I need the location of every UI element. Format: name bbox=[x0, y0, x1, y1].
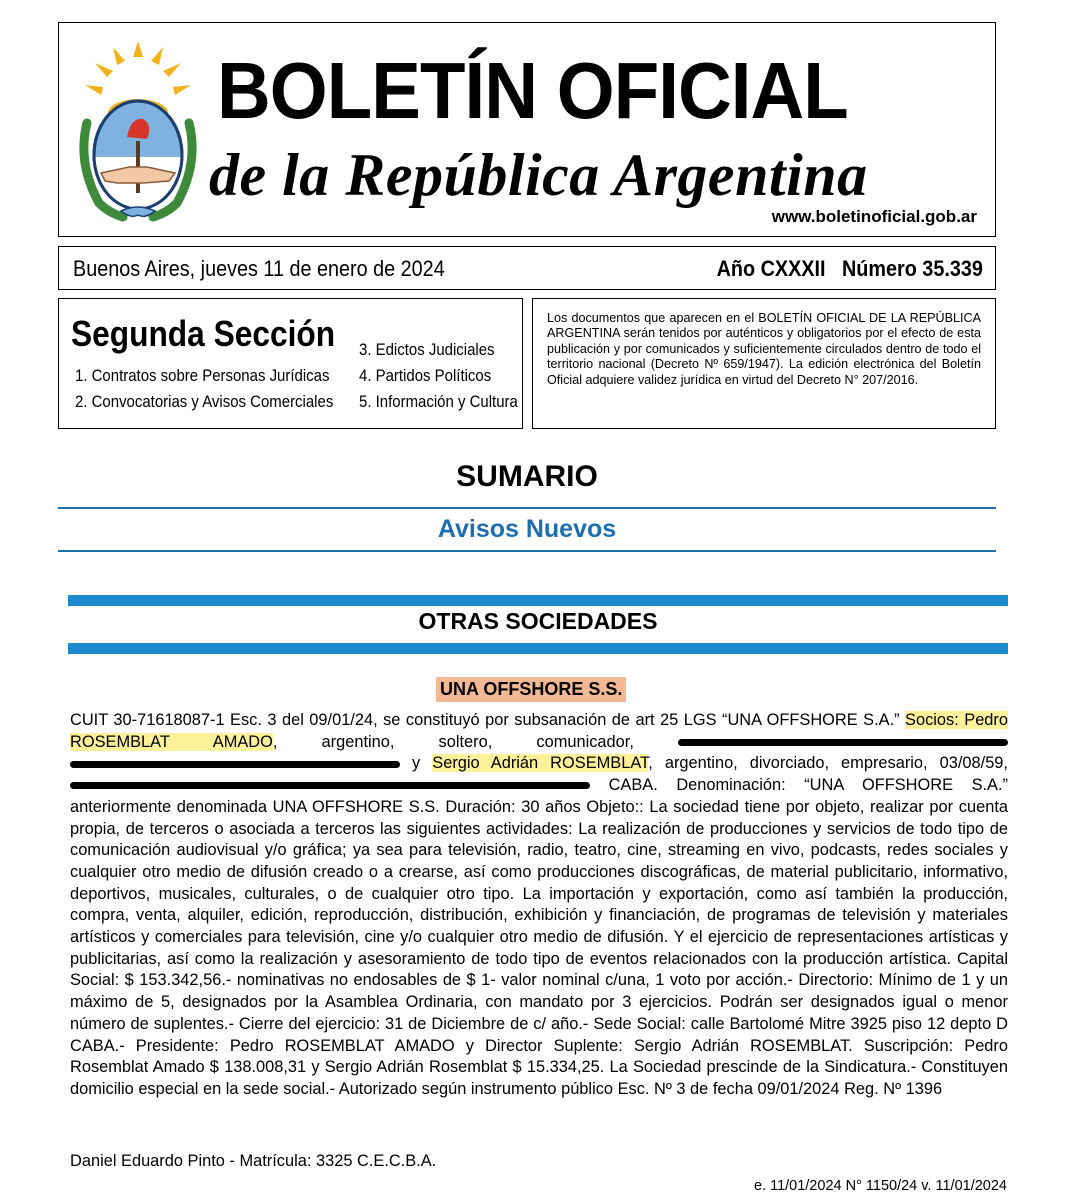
divider bbox=[58, 550, 996, 552]
body-text: y bbox=[412, 754, 421, 773]
issue-number: Año CXXXII Número 35.339 bbox=[716, 256, 983, 281]
category-bar-top bbox=[68, 595, 1008, 606]
legal-notice-text: Los documentos que aparecen en el BOLETÍN OFICIAL DE LA REPÚBLICA ARGENTINA serán tenidos por auténticos y obligatorios por el efecto de esta publicación y por comunicados y suficientemente circulados dentro de todo el territorio nacional (Decreto Nº 659/1947). La edición electrónica del Boletín Oficial adquiere validez jurídica en virtud del Decreto N° 207/2016. bbox=[547, 311, 981, 387]
masthead-subtitle: de la República Argentina bbox=[209, 142, 868, 208]
argentina-coat-of-arms-icon bbox=[73, 33, 203, 223]
section-item: 3. Edictos Judiciales bbox=[359, 340, 495, 359]
divider bbox=[58, 507, 996, 509]
notice-body bbox=[70, 710, 1008, 1101]
body-text: CABA. Denominación: “UNA OFFSHORE S.A.” anteriormente denominada UNA OFFSHORE S.S. Duración: 30 años Objeto:: La sociedad tiene por objeto, realizar por cuenta propia, de terceros o asociada a terceros las siguientes actividades: La realización de producciones y servicios de todo tipo de comunicación audiovisual y/o gráfica; ya sea para televisión, radio, teatro, cine, streaming en vivo, podcasts, redes sociales y cualquier otro medio de difusión creado o a crearse, así como producciones discográficas, de material publicitario, informativo, deportivos, musicales, culturales, o de cualquier otro tipo. La importación y exportación, como así también la producción, compra, venta, alquiler, edición, reproducción, distribución, exhibición y financiación, de programas de televisión y materiales artísticos y comerciales para televisión, cine y/o cualquier otro medio de difusión. Y el ejercicio de representaciones artísticas y publicitarias, así como la realización y asesoramiento de todo tipo de eventos relacionados con la producción artística. Capital Social: $ 153.342,56.- nominativas no endosables de $ 1- valor nominal c/una, 1 voto por acción.- Directorio: Mínimo de 1 y un máximo de 5, designados por la Asamblea Ordinaria, con mandato por 3 ejercicios. Podrán ser designados igual o menor número de suplentes.- Cierre del ejercicio: 31 de Diciembre de c/ año.- Sede Social: calle Bartolomé Mitre 3925 piso 12 depto D CABA.- Presidente: Pedro ROSEMBLAT AMADO y Director Suplente: Sergio Adrián ROSEMBLAT. Suscripción: Pedro Rosemblat Amado $ 138.008,31 y Sergio Adrián Rosemblat $ 15.334,25. La Sociedad prescinde de la Sindicatura.- Constituyen domicilio especial en la sede social.- Autorizado según instrumento público Esc. Nº 3 de fecha 09/01/2024 Reg. Nº 1396 bbox=[70, 776, 1009, 1098]
section-item: 4. Partidos Políticos bbox=[359, 366, 492, 385]
publication-date: Buenos Aires, jueves 11 de enero de 2024 bbox=[73, 256, 445, 281]
category-bar-bottom bbox=[68, 643, 1008, 654]
body-intro: CUIT 30-71618087-1 Esc. 3 del 09/01/24, se constituyó por subsanación de art 25 LGS “UNA OFFSHORE S.A.” bbox=[70, 711, 900, 729]
company-name: UNA OFFSHORE S.S. bbox=[436, 677, 626, 702]
body-text: , argentino, divorciado, empresario, 03/08/59, bbox=[648, 754, 1008, 773]
date-bar bbox=[58, 246, 996, 290]
redaction-mark bbox=[70, 761, 400, 768]
redaction-mark bbox=[678, 739, 1008, 746]
section-item: 5. Información y Cultura bbox=[359, 392, 518, 411]
highlight-socio2: Sergio Adrián ROSEMBLAT bbox=[432, 754, 649, 773]
section-item: 2. Convocatorias y Avisos Comerciales bbox=[75, 392, 334, 411]
section-title: Segunda Sección bbox=[71, 313, 336, 354]
signer: Daniel Eduardo Pinto - Matrícula: 3325 C.E.C.B.A. bbox=[70, 1152, 437, 1170]
site-url[interactable]: www.boletinoficial.gob.ar bbox=[771, 207, 977, 226]
body-text: , argentino, soltero, comunicador, bbox=[272, 732, 634, 751]
category-heading: OTRAS SOCIEDADES bbox=[418, 608, 658, 634]
masthead bbox=[58, 22, 996, 237]
section-box bbox=[58, 298, 523, 429]
legal-notice-box bbox=[532, 298, 996, 429]
sumario-heading: SUMARIO bbox=[456, 460, 598, 493]
highlight-socios: Socios: Pedro ROSEMBLAT AMADO bbox=[70, 711, 1008, 751]
masthead-title: BOLETÍN OFICIAL bbox=[217, 46, 848, 135]
section-item: 1. Contratos sobre Personas Jurídicas bbox=[75, 366, 330, 385]
avisos-nuevos-heading: Avisos Nuevos bbox=[437, 515, 617, 543]
footer-reference: e. 11/01/2024 N° 1150/24 v. 11/01/2024 bbox=[753, 1178, 1007, 1194]
redaction-mark bbox=[70, 782, 590, 789]
